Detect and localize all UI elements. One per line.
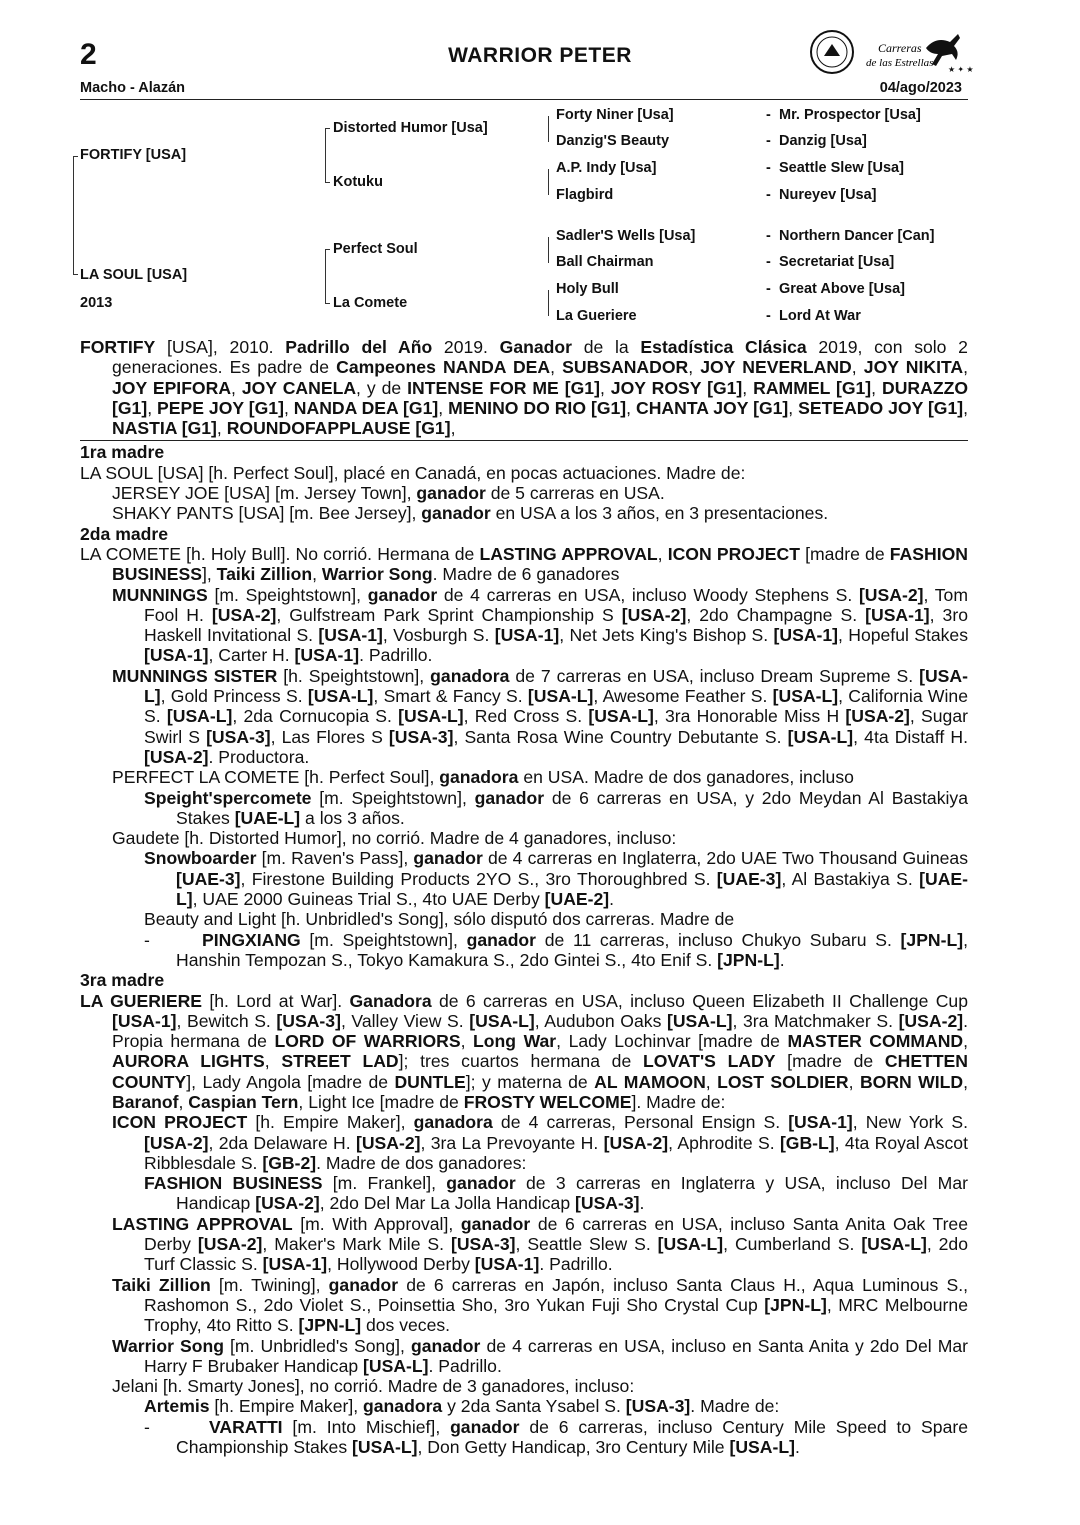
pedigree-gen3-4: Flagbird bbox=[556, 187, 614, 203]
pedigree-gen2-3: Perfect Soul bbox=[333, 241, 418, 257]
pedigree-dam: LA SOUL [USA] bbox=[80, 267, 188, 283]
sire-paragraph: FORTIFY [USA], 2010. Padrillo del Año 2019. Ganador de la Estadística Clásica 2019, con solo 2 generaciones. Es padre de Campeones NANDA DEA, SUBSANADOR, JOY NEVERLAND, JOY NIKITA, JOY EPIFORA, JOY CANELA, y de INTENSE FOR ME [G1], JOY ROSY [G1], RAMMEL [G1], DURAZZO [G1], PEPE JOY [G1], NANDA DEA [G1], MENINO DO RIO [G1], CHANTA JOY [G1], SETEADO JOY [G1], NASTIA [G1], ROUNDOFAPPLAUSE [G1], bbox=[80, 337, 969, 439]
pedigree-gen3-6: Ball Chairman bbox=[556, 254, 654, 270]
second-dam-heading: 2da madre bbox=[80, 523, 169, 544]
pedigree-gen4-1: Mr. Prospector [Usa] bbox=[779, 107, 921, 123]
pedigree-gen3-3: A.P. Indy [Usa] bbox=[556, 160, 657, 176]
pedigree-gen2-1: Distorted Humor [Usa] bbox=[333, 120, 488, 136]
carreras-estrellas-logo bbox=[808, 26, 976, 82]
sex-color: Macho - Alazán bbox=[80, 80, 186, 96]
pedigree-gen4-4: Nureyev [Usa] bbox=[779, 187, 877, 203]
pedigree-year: 2013 bbox=[80, 295, 113, 311]
pedigree-gen4-6: Secretariat [Usa] bbox=[779, 254, 895, 270]
catalog-date: 04/ago/2023 bbox=[879, 80, 962, 96]
third-dam-heading: 3ra madre bbox=[80, 970, 165, 991]
logo-text-1: Carreras bbox=[878, 41, 922, 55]
pedigree-gen4-2: Danzig [Usa] bbox=[779, 133, 867, 149]
horse-name: WARRIOR PETER bbox=[448, 44, 632, 67]
header-rule bbox=[80, 99, 968, 100]
pedigree-gen3-2: Danzig'S Beauty bbox=[556, 133, 670, 149]
svg-text:★ ✦ ★: ★ ✦ ★ bbox=[948, 65, 974, 74]
pedigree-gen3-8: La Gueriere bbox=[556, 308, 637, 324]
pedigree-gen3-7: Holy Bull bbox=[556, 281, 619, 297]
first-dam-heading: 1ra madre bbox=[80, 442, 165, 463]
pedigree-gen2-4: La Comete bbox=[333, 295, 408, 311]
lot-number: 2 bbox=[80, 38, 97, 71]
pedigree-gen4-8: Lord At War bbox=[779, 308, 861, 324]
pedigree-gen4-7: Great Above [Usa] bbox=[779, 281, 905, 297]
pedigree-gen3-5: Sadler'S Wells [Usa] bbox=[556, 228, 696, 244]
pedigree-gen4-3: Seattle Slew [Usa] bbox=[779, 160, 904, 176]
catalog-body: FORTIFY [USA], 2010. Padrillo del Año 2019. Ganador de la Estadística Clásica 2019, con solo 2 generaciones. Es padre de Campeones NANDA DEA, SUBSANADOR, JOY NEVERLAND, JOY NIKITA, JOY EPIFORA, JOY CANELA, y de INTENSE FOR ME [G1], JOY ROSY [G1], RAMMEL [G1], DURAZZO [G1], PEPE JOY [G1], NANDA DEA [G1], MENINO DO RIO [G1], CHANTA JOY [G1], SETEADO JOY [G1], NASTIA [G1], ROUNDOFAPPLAUSE [G1], 1ra madre LA SOUL [USA] [h. Perfect Soul], placé en Canadá, en pocas actuaciones. Madre de: JERSEY JOE [USA] [m. Jersey Town], ganador de 5 carreras en USA. SHAKY PANTS [USA] [m. Bee Jersey], ganador en USA a los 3 años, en 3 presentaciones. 2da madre LA COMETE [h. Holy Bull]. No corrió. Hermana de LASTING APPROVAL, ICON PROJECT [madre de FASHION BUSINESS], Taiki Zillion, Warrior Song. Madre de 6 ganadores MUNNINGS [m. Speightstown], ganador de 4 carreras en USA, incluso Woody Stephens S. [USA-2], Tom Fool H. [USA-2], Gulfstream Park Sprint Championship S [USA-2], 2do Champagne S. [USA-1], 3ro Haskell Invitational S. [USA-1], Vosburgh S. [USA-1], Net Jets King's Bishop S. [USA-1], Hopeful Stakes [USA-1], Carter H. [USA-1]. Padrillo. MUNNINGS SISTER [h. Speightstown], ganadora de 7 carreras en USA, incluso Dream Supreme S. [USA-L], Gold Princess S. [USA-L], Smart & Fancy S. [USA-L], Awesome Feather S. [USA-L], California Wine S. [USA-L], 2da Cornucopia S. [USA-L], Red Cross S. [USA-L], 3ra Honorable Miss H [USA-2], Sugar Swirl S [USA-3], Las Flores S [USA-3], Santa Rosa Wine Country Debutante S. [USA-L], 4ta Distaff H. [USA-2]. Productora. PERFECT LA COMETE [h. Perfect Soul], ganadora en USA. Madre de dos ganadores, incluso Speight'spercomete [m. Speightstown], ganador de 6 carreras en USA, y 2do Meydan Al Bastakiya Stakes [UAE-L] a los 3 años. Gaudete [h. Distorted Humor], no corrió. Madre de 4 ganadores, incluso: Snowboarder [m. Raven's Pass], ganador de 4 carreras en Inglaterra, 2do UAE Two Thousand Guineas [UAE-3], Firestone Building Products 2YO S., 3ro Thoroughbred S. [UAE-3], Al Bastakiya S. [UAE-L], UAE 2000 Guineas Trial S., 4to UAE Derby [UAE-2]. Beauty and Light [h. Unbridled's Song], sólo disputó dos carreras. Madre de - PINGXIANG [m. Speightstown], ganador de 11 carreras, incluso Chukyo Subaru S. [JPN-L], Hanshin Tempozan S., Tokyo Kamakura S., 2do Gintei S., 4to Enif S. [JPN-L]. 3ra madre LA GUERIERE [h. Lord at War]. Ganadora de 6 carreras en USA, incluso Queen Elizabeth II Challenge Cup [USA-1], Bewitch S. [USA-3], Valley View S. [USA-L], Audubon Oaks [USA-L], 3ra Matchmaker S. [USA-2]. Propia hermana de LORD OF WARRIORS, Long War, Lady Lochinvar [madre de MASTER COMMAND, AURORA LIGHTS, STREET LAD]; tres cuartos hermana de LOVAT'S LADY [madre de CHETTEN COUNTY], Lady Angola [madre de DUNTLE]; y materna de AL MAMOON, LOST SOLDIER, BORN WILD, Baranof, Caspian Tern, Light Ice [madre de FROSTY WELCOME]. Madre de: ICON PROJECT [h. Empire Maker], ganadora de 4 carreras, Personal Ensign S. [USA-1], New York S. [USA-2], 2da Delaware H. [USA-2], 3ra La Prevoyante H. [USA-2], Aphrodite S. [GB-L], 4ta Royal Ascot Ribblesdale S. [GB-2]. Madre de dos ganadores: FASHION BUSINESS [m. Frankel], ganador de 3 carreras en Inglaterra y USA, incluso Del Mar Handicap [USA-2], 2do Del Mar La Jolla Handicap [USA-3]. LASTING APPROVAL [m. With Approval], ganador de 6 carreras en USA, incluso Santa Anita Oak Tree Derby [USA-2], Maker's Mark Mile S. [USA-3], Seattle Slew S. [USA-L], Cumberland S. [USA-L], 2do Turf Classic S. [USA-1], Hollywood Derby [USA-1]. Padrillo. Taiki Zillion [m. Twining], ganador de 6 carreras en Japón, incluso Santa Claus H., Aqua Luminous S., Rashomon S., 2do Violet S., Poinsettia Sho, 3ro Yukan Fuji Sho Crystal Cup [JPN-L], MRC Melbourne Trophy, 4to Ritto S. [JPN-L] dos veces. Warrior Song [m. Unbridled's Song], ganador de 4 carreras en USA, incluso en Santa Anita y 2do Del Mar Harry F Brubaker Handicap [USA-L]. Padrillo. Jelani [h. Smarty Jones], no corrió. Madre de 3 ganadores, incluso: Artemis [h. Empire Maker], ganadora y 2da Santa Ysabel S. [USA-3]. Madre de: - VARATTI [m. Into Mischief], ganador de 6 carreras, incluso Century Mile Speed to Spare Championship Stakes [USA-L], Don Getty Handicap, 3ro Century Mile [USA-L]. bbox=[80, 337, 969, 1458]
pedigree-sire: FORTIFY [USA] bbox=[80, 147, 187, 163]
pedigree-gen3-1: Forty Niner [Usa] bbox=[556, 107, 674, 123]
pedigree-gen2-2: Kotuku bbox=[333, 174, 383, 190]
logo-text-2: de las Estrellas bbox=[866, 57, 934, 69]
pedigree-gen4-5: Northern Dancer [Can] bbox=[779, 228, 935, 244]
